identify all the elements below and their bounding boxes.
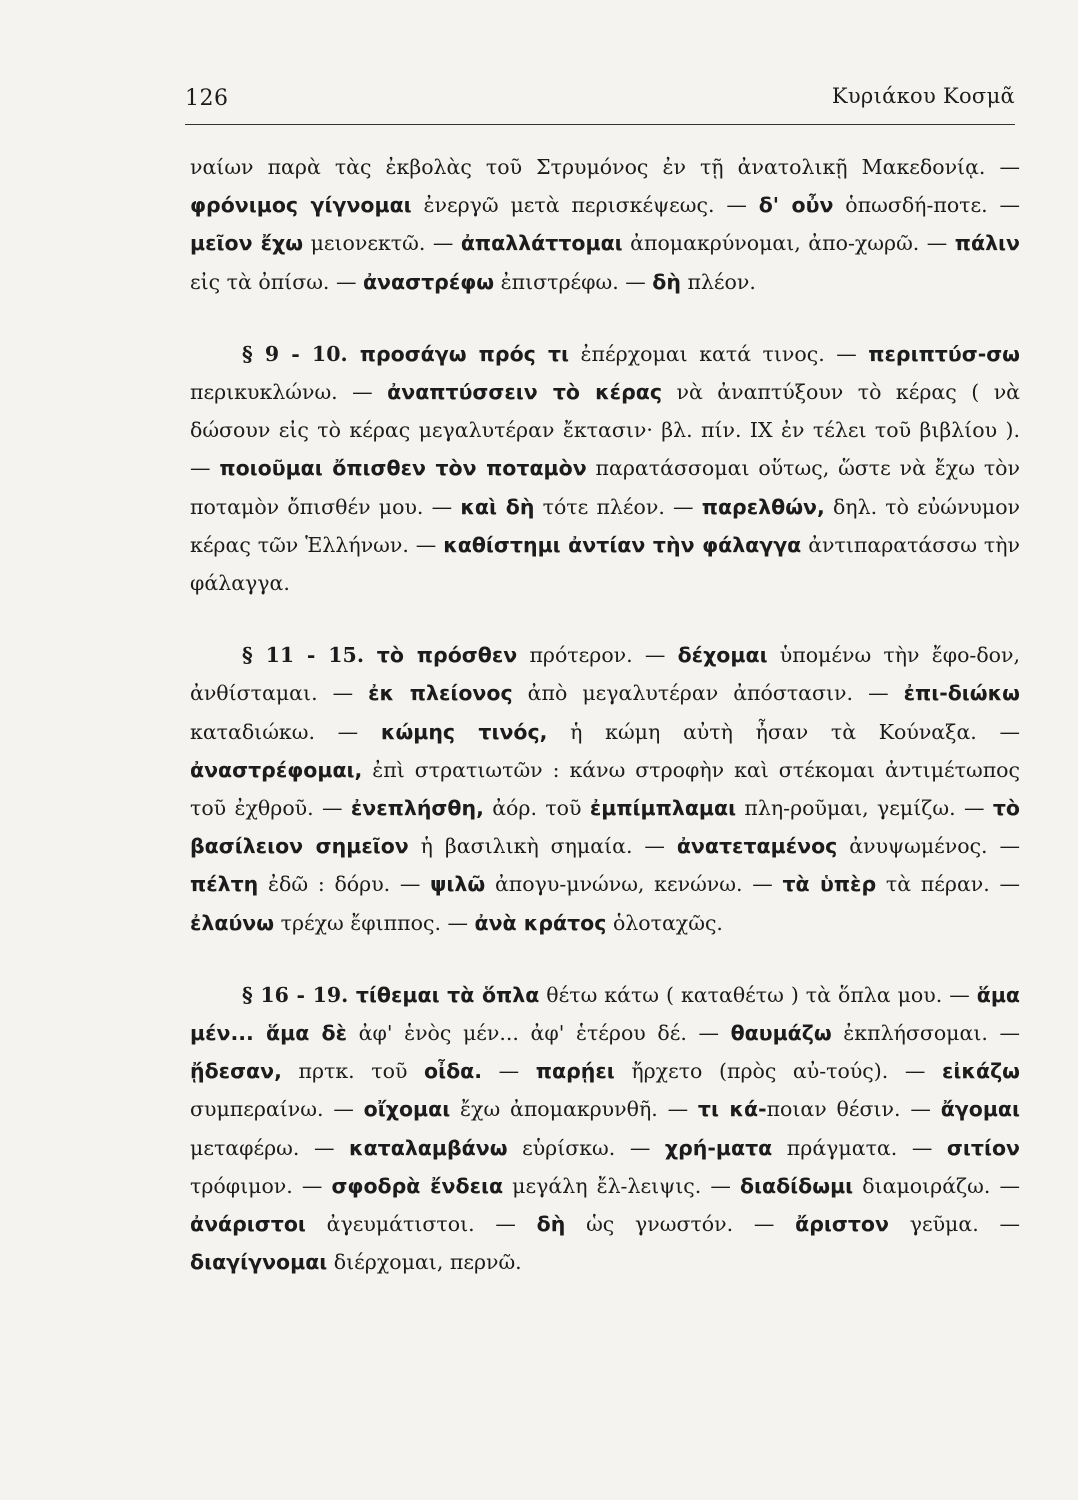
glossed-term: προσάγω πρός τι (359, 341, 570, 366)
gloss-text: διέρχομαι, περνῶ. (327, 1250, 522, 1275)
gloss-text: τρόφιμον. — (190, 1173, 332, 1198)
section-mark: § 11 - 15. (242, 643, 377, 668)
glossed-term: φρόνιμος γίγνομαι (190, 193, 412, 218)
glossed-term: σιτίον (946, 1135, 1020, 1160)
page-number: 126 (185, 86, 229, 111)
gloss-text: θέτω κάτω ( καταθέτω ) τὰ ὅπλα μου. — (539, 982, 977, 1007)
gloss-text: περικυκλώνω. — (190, 380, 388, 405)
glossed-term: ἀνὰ κράτος (474, 910, 607, 935)
glossed-term: θαυμάζω (730, 1021, 832, 1046)
glossed-term: πάλιν (954, 231, 1020, 256)
gloss-text: ἀντιπαρατάσσω τὴν φάλαγγα. (190, 532, 1020, 596)
glossed-term: πέλτη (190, 872, 259, 897)
gloss-text: ἀπομακρύνομαι, ἀπο-χωρῶ. — (622, 231, 955, 256)
gloss-text: νὰ ἀναπτύξουν τὸ κέρας ( νὰ δώσουν εἰς τὸ κέρας μεγαλυτέραν ἔκτασιν· βλ. πίν. IX ἐν τέλει τοῦ βιβλίου ). — (190, 380, 1020, 481)
gloss-text: ὑπομένω τὴν ἔφο-δον, ἀνθίσταμαι. — (190, 643, 1020, 706)
gloss-text: ὡς γνωστόν. — (565, 1212, 796, 1237)
glossed-term: ἐκ πλείονος (368, 681, 513, 706)
glossed-term: σφοδρὰ ἔνδεια (331, 1173, 504, 1198)
gloss-text: ἡ βασιλικὴ σημαία. — (408, 834, 677, 859)
gloss-text: ὁπωσδή-ποτε. — (833, 193, 1021, 218)
glossed-term: ἀναπτύσσειν τὸ κέρας (387, 380, 662, 405)
gloss-text: — (482, 1059, 536, 1084)
gloss-text: ποιαν θέσιν. — (766, 1097, 941, 1122)
glossed-term: παρελθών, (701, 494, 825, 519)
glossed-term: ἅμα μέν... ἅμα δὲ (190, 982, 1020, 1046)
gloss-text: ἐνεργῶ μετὰ περισκέψεως. — (411, 193, 759, 218)
gloss-text: δηλ. τὸ εὐώνυμον κέρας τῶν Ἑλλήνων. — (190, 494, 1021, 557)
glossed-term: περιπτύσ-σω (868, 341, 1020, 366)
gloss-text: καταδιώκω. — (190, 719, 381, 744)
glossed-term: δὴ (536, 1212, 566, 1237)
gloss-text: ἐκπλήσσομαι. — (831, 1021, 1021, 1046)
gloss-text: μεγάλη ἔλ-λειψις. — (503, 1173, 740, 1198)
gloss-text: ἡ κώμη αὐτὴ ἦσαν τὰ Κούναξα. — (547, 719, 1020, 744)
gloss-text: πράγματα. — (772, 1135, 947, 1160)
gloss-text: παρατάσσομαι οὕτως, ὥστε νὰ ἔχω τὸν ποταμὸν ὄπισθέν μου. — (190, 456, 1020, 519)
glossed-term: καθίστημι ἀντίαν τὴν φάλαγγα (443, 532, 802, 557)
glossed-term: ἀναστρέφω (362, 269, 495, 294)
glossed-term: ἀπαλλάττομαι (460, 231, 623, 256)
glossed-term: χρή-ματα (664, 1135, 773, 1160)
glossed-term: τι κά- (697, 1097, 767, 1122)
glossed-term: παρῄει (535, 1059, 615, 1084)
gloss-text: ἐπὶ στρατιωτῶν : κάνω στροφὴν καὶ στέκομαι ἀντιμέτωπος τοῦ ἐχθροῦ. — (190, 757, 1020, 821)
glossed-term: οἴχομαι (363, 1097, 451, 1122)
gloss-text: εὑρίσκω. — (507, 1135, 665, 1160)
gloss-text: εἰς τὰ ὀπίσω. — (190, 269, 363, 294)
gloss-text: τρέχω ἔφιππος. — (274, 910, 475, 935)
page-header (185, 78, 1015, 118)
gloss-text: ἤρχετο (πρὸς αὐ-τούς). — (614, 1059, 943, 1084)
glossed-term: δ' οὖν (758, 193, 834, 218)
glossed-term: καταλαμβάνω (349, 1135, 508, 1160)
gloss-text: γεῦμα. — (888, 1212, 1020, 1237)
glossed-term: καὶ δὴ (460, 494, 535, 519)
glossed-term: ἀνατεταμένος (676, 834, 838, 859)
glossed-term: ἄγομαι (940, 1097, 1020, 1122)
paragraph (190, 636, 1020, 942)
paragraph (190, 976, 1020, 1282)
glossed-term: ἐπι-διώκω (903, 681, 1020, 706)
gloss-text: μεταφέρω. — (190, 1135, 350, 1160)
glossed-term: τὰ ὑπὲρ (782, 872, 877, 897)
gloss-text: πρότερον. — (517, 643, 678, 668)
glossed-term: ἐμπίμπλαμαι (589, 796, 737, 821)
gloss-text: τότε πλέον. — (534, 494, 702, 519)
glossed-term: ᾔδεσαν, (190, 1059, 282, 1084)
gloss-text: συμπεραίνω. — (190, 1097, 364, 1122)
glossed-term: δέχομαι (677, 643, 768, 668)
glossed-term: ἀνάριστοι (190, 1212, 306, 1237)
glossed-term: ἄριστον (795, 1212, 889, 1237)
gloss-text: μειονεκτῶ. — (303, 231, 461, 256)
glossed-term: μεῖον ἔχω (190, 231, 304, 256)
gloss-text: διαμοιράζω. — (853, 1173, 1020, 1198)
gloss-text: ναίων παρὰ τὰς ἐκβολὰς τοῦ Στρυμόνος ἐν τῇ ἀνατολικῇ Μακεδονίᾳ. — (190, 155, 1020, 179)
running-head: Κυριάκου Κοσμᾶ (831, 84, 1015, 108)
header-rule (185, 124, 1015, 125)
gloss-text: ἀόρ. τοῦ (483, 796, 590, 821)
glossed-term: ποιοῦμαι ὄπισθεν τὸν ποταμὸν (219, 456, 587, 481)
section-mark: § 16 - 19. (242, 982, 356, 1007)
glossed-term: ἐλαύνω (190, 910, 275, 935)
gloss-text: ἀνυψωμένος. — (837, 834, 1020, 859)
glossed-term: διαδίδωμι (739, 1173, 854, 1198)
glossed-term: οἶδα. (424, 1059, 483, 1084)
paragraph (190, 148, 1020, 301)
gloss-text: πλη-ροῦμαι, γεμίζω. — (736, 796, 993, 821)
glossed-term: τὸ πρόσθεν (376, 643, 518, 668)
gloss-text: ἀπὸ μεγαλυτέραν ἀπόστασιν. — (512, 681, 904, 706)
glossed-term: διαγίγνομαι (190, 1250, 328, 1275)
gloss-text: ἀγευμάτιστοι. — (305, 1212, 537, 1237)
gloss-text: τὰ πέραν. — (876, 872, 1021, 897)
section-mark: § 9 - 10. (242, 341, 360, 366)
glossed-term: κώμης τινός, (380, 719, 548, 744)
paragraph (190, 335, 1020, 602)
gloss-text: πρτκ. τοῦ (281, 1059, 425, 1084)
glossed-term: ψιλῶ (430, 872, 486, 897)
body-text (190, 148, 1020, 1281)
glossed-term: δὴ (652, 269, 681, 294)
glossed-term: ἀναστρέφομαι, (190, 757, 363, 782)
gloss-text: ἀφ' ἑνὸς μέν... ἀφ' ἑτέρου δέ. — (347, 1021, 731, 1046)
glossed-term: ἐνεπλήσθη, (350, 796, 484, 821)
gloss-text: ἐπέρχομαι κατά τινος. — (569, 341, 869, 366)
glossed-term: εἰκάζω (942, 1059, 1020, 1084)
gloss-text: πλέον. (680, 269, 756, 294)
gloss-text: ὁλοταχῶς. (606, 910, 723, 935)
glossed-term: τὸ βασίλειον σημεῖον (190, 796, 1020, 859)
gloss-text: ἐδῶ : δόρυ. — (258, 872, 431, 897)
glossed-term: τίθεμαι τὰ ὅπλα (355, 982, 540, 1007)
gloss-text: ἔχω ἀπομακρυνθῆ. — (450, 1097, 698, 1122)
gloss-text: ἐπιστρέφω. — (494, 269, 653, 294)
gloss-text: ἀπογυ-μνώνω, κενώνω. — (485, 872, 783, 897)
